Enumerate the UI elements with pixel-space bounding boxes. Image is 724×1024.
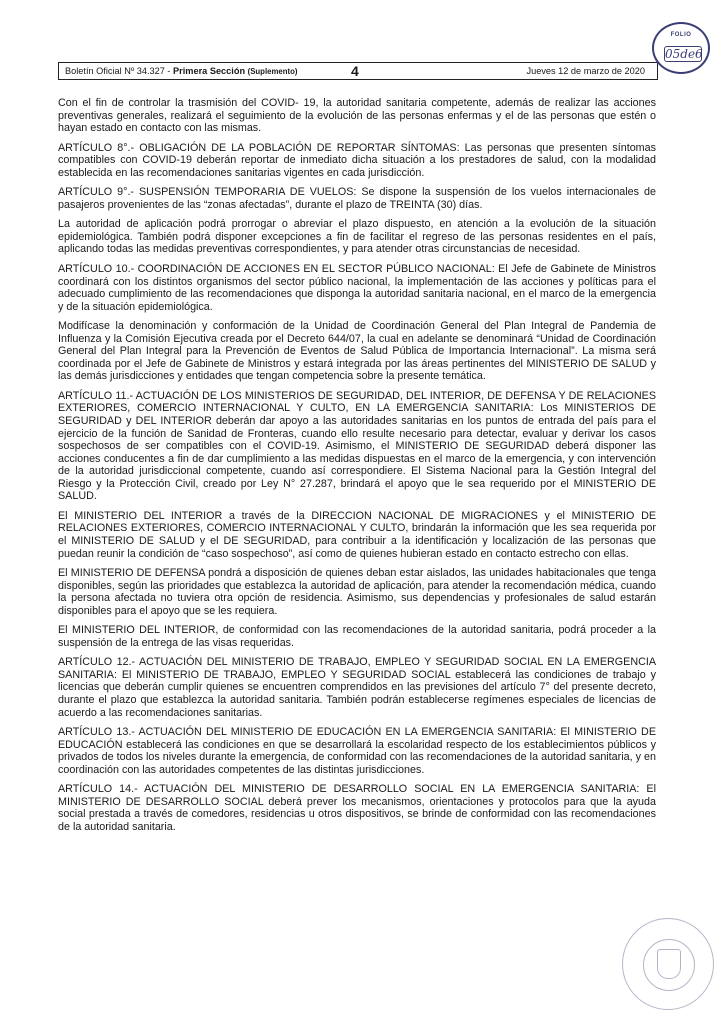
paragraph: ARTÍCULO 11.- ACTUACIÓN DE LOS MINISTERIOS DE SEGURIDAD, DEL INTERIOR, DE DEFENSA Y DE RELACIONES EXTERIORES, COMERCIO INTERNACIONAL Y CULTO, EN LA EMERGENCIA SANITARIA: Los MINISTERIOS DE SEGURIDAD y DEL INTERIOR deberán dar apoyo a las autoridades sanitarias en los puntos de entrada del país para el ejercicio de la función de Sanidad de Fronteras, cuando ello resulte necesario para detectar, evaluar y derivar los casos sospechosos de ser compatibles con el COVID-19. Asimismo, el MINISTERIO DE SEGURIDAD deberá disponer las acciones conducentes a fin de dar cumplimiento a las medidas dispuestas en el marco de la emergencia, y con intervención de la autoridad jurisdiccional competente, cuando así correspondiere. El Sistema Nacional para la Gestión Integral del Riesgo y la Protección Civil, creado por Ley N° 27.287, brindará el apoyo que le sea requerido por el MINISTERIO DE SALUD. <box>58 389 656 503</box>
paragraph: ARTÍCULO 13.- ACTUACIÓN DEL MINISTERIO DE EDUCACIÓN EN LA EMERGENCIA SANITARIA: El MINISTERIO DE EDUCACIÓN establecerá las condiciones en que se desarrollará la escolaridad respecto de los establecimientos públicos y privados de todos los niveles durante la emergencia, de conformidad con las recomendaciones de la autoridad sanitaria, y en coordinación con las autoridades competentes de las distintas jurisdicciones. <box>58 726 656 776</box>
shield-icon <box>657 949 681 979</box>
document-body <box>58 97 656 840</box>
municipal-seal <box>622 918 714 1010</box>
paragraph: El MINISTERIO DEL INTERIOR a través de la DIRECCION NACIONAL DE MIGRACIONES y el MINISTERIO DE RELACIONES EXTERIORES, COMERCIO INTERNACIONAL Y CULTO, brindarán la información que les sea requerida por el MINISTERIO DE SALUD y el DE SEGURIDAD, para contribuir a la identificación y localización de las personas que puedan reunir la condición de “caso sospechoso”, así como de quienes hubieran estado en contacto estrecho con ellas. <box>58 509 656 560</box>
paragraph: El MINISTERIO DE DEFENSA pondrá a disposición de quienes deban estar aislados, las unidades habitacionales que tenga disponibles, según las prioridades que establezca la autoridad de aplicación, para atender la recomendación médica, cuando la persona afectada no tuviera otra opción de residencia. Asimismo, sus dependencias y profesionales de salud estarán disponibles para el apoyo que se les requiera. <box>58 567 656 617</box>
paragraph: El MINISTERIO DEL INTERIOR, de conformidad con las recomendaciones de la autoridad sanitaria, podrá proceder a la suspensión de la entrega de las visas requeridas. <box>58 624 656 649</box>
paragraph: ARTÍCULO 14.- ACTUACIÓN DEL MINISTERIO DE DESARROLLO SOCIAL EN LA EMERGENCIA SANITARIA: El MINISTERIO DE DESARROLLO SOCIAL deberá prever los mecanismos, orientaciones y protocolos para que la ayuda social prestada a través de comedores, residencias u otros dispositivos, se brinde de conformidad con las recomendaciones de la autoridad sanitaria. <box>58 783 656 833</box>
paragraph: Modifícase la denominación y conformación de la Unidad de Coordinación General del Plan Integral de Pandemia de Influenza y la Comisión Ejecutiva creada por el Decreto 644/07, la cual en adelante se denominará “Unidad de Coordinación General del Plan Integral para la Prevención de Eventos de Salud Pública de Importancia Internacional”. La misma será coordinada por el Jefe de Gabinete de Ministros y estará integrada por las áreas pertinentes del MINISTERIO DE SALUD y las demás jurisdicciones y entidades que tengan competencia sobre la presente temática. <box>58 320 656 383</box>
paragraph: ARTÍCULO 12.- ACTUACIÓN DEL MINISTERIO DE TRABAJO, EMPLEO Y SEGURIDAD SOCIAL EN LA EMERGENCIA SANITARIA: El MINISTERIO DE TRABAJO, EMPLEO Y SEGURIDAD SOCIAL establecerá las condiciones de trabajo y licencias que deberán cumplir quienes se encuentren comprendidos en las previsiones del artículo 7° del presente decreto, durante el plazo que establezca la autoridad sanitaria. También podrán establecerse regímenes especiales de licencias de acuerdo a las recomendaciones sanitarias. <box>58 656 656 719</box>
folio-number: 05de6 <box>665 47 703 61</box>
page-header <box>58 62 658 80</box>
paragraph: ARTÍCULO 9°.- SUSPENSIÓN TEMPORARIA DE VUELOS: Se dispone la suspensión de los vuelos internacionales de pasajeros provenientes de las “zonas afectadas”, durante el plazo de TREINTA (30) días. <box>58 186 656 211</box>
supplement-label: (Suplemento) <box>247 67 298 76</box>
bulletin-number: Boletín Oficial Nº 34.327 - <box>65 66 174 76</box>
page-number: 4 <box>351 63 359 79</box>
paragraph: La autoridad de aplicación podrá prorrogar o abreviar el plazo dispuesto, en atención a la evolución de la situación epidemiológica. También podrá disponer excepciones a fin de facilitar el regreso de las personas residentes en el país, aplicando todas las medidas preventivas correspondientes, y para atender otras circunstancias de necesidad. <box>58 218 656 256</box>
bulletin-reference <box>65 63 297 80</box>
paragraph: Con el fin de controlar la trasmisión del COVID- 19, la autoridad sanitaria competente, además de realizar las acciones preventivas generales, realizará el seguimiento de la evolución de las personas enfermas y el de las personas que estén o hayan estado en contacto con las mismas. <box>58 97 656 135</box>
paragraph: ARTÍCULO 10.- COORDINACIÓN DE ACCIONES EN EL SECTOR PÚBLICO NACIONAL: El Jefe de Gabinete de Ministros coordinará con los distintos organismos del sector público nacional, la implementación de las acciones y políticas para el adecuado cumplimiento de las recomendaciones que disponga la autoridad sanitaria nacional, en el marco de la emergencia y de la situación epidemiológica. <box>58 263 656 313</box>
folio-stamp <box>652 22 710 74</box>
publication-date: Jueves 12 de marzo de 2020 <box>526 66 645 76</box>
paragraph: ARTÍCULO 8°.- OBLIGACIÓN DE LA POBLACIÓN DE REPORTAR SÍNTOMAS: Las personas que presenten síntomas compatibles con COVID-19 deberán reportar de inmediato dicha situación a los prestadores de salud, con la modalidad establecida en las recomendaciones sanitarias vigentes en cada jurisdicción. <box>58 141 656 179</box>
folio-label: FOLIO <box>670 32 692 38</box>
section-name: Primera Sección <box>173 66 246 76</box>
